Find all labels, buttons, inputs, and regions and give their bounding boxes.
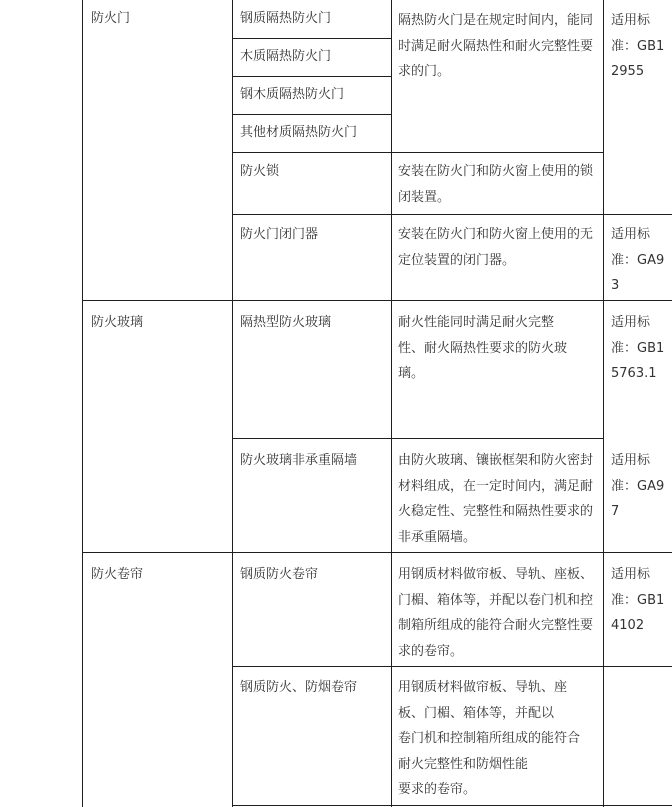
product-cell: 木质隔热防火门 bbox=[240, 49, 332, 64]
category-cell: 防火玻璃 bbox=[91, 315, 144, 330]
product-cell: 隔热型防火玻璃 bbox=[240, 315, 332, 330]
table-column-divider bbox=[391, 0, 392, 807]
product-cell: 钢质隔热防火门 bbox=[240, 11, 332, 26]
table-border-left bbox=[82, 0, 83, 807]
standard-cell: 适用标准：GB14102 bbox=[611, 567, 665, 633]
standard-cell: 适用标准：GB12955 bbox=[611, 13, 665, 79]
table-row-divider bbox=[232, 152, 391, 153]
product-cell: 其他材质隔热防火门 bbox=[240, 125, 358, 140]
table-row-divider bbox=[232, 38, 391, 39]
standard-cell: 适用标准：GA93 bbox=[611, 227, 665, 293]
standard-cell: 适用标准：GA97 bbox=[611, 453, 665, 519]
description-cell: 隔热防火门是在规定时间内，能同时满足耐火隔热性和耐火完整性要求的门。 bbox=[398, 13, 594, 79]
description-cell: 用钢质材料做帘板、导轨、座板、门楣、箱体等，并配以卷门机和控制箱所组成的能符合耐火完整性要求的卷帘。 bbox=[398, 567, 594, 659]
table-row-divider bbox=[232, 666, 391, 667]
description-cell: 安装在防火门和防火窗上使用的无定位装置的闭门器。 bbox=[398, 227, 594, 268]
table-row-divider bbox=[232, 114, 391, 115]
table-section-divider bbox=[82, 300, 672, 301]
description-cell: 安装在防火门和防火窗上使用的锁闭装置。 bbox=[398, 164, 594, 205]
description-cell: 耐火性能同时满足耐火完整 性、耐火隔热性要求的防火玻 璃。 bbox=[398, 315, 568, 381]
product-cell: 钢质防火卷帘 bbox=[240, 567, 319, 582]
table-row-divider bbox=[603, 214, 672, 215]
category-cell: 防火门 bbox=[91, 11, 131, 26]
description-cell: 用钢质材料做帘板、导轨、座 板、门楣、箱体等，并配以 卷门机和控制箱所组成的能符合 耐火完整性和防烟性能 要求的卷帘。 bbox=[398, 680, 581, 797]
category-cell: 防火卷帘 bbox=[91, 567, 144, 582]
table-row-divider bbox=[232, 76, 391, 77]
table-column-divider bbox=[232, 0, 233, 807]
table-row-divider bbox=[232, 438, 391, 439]
product-cell: 防火玻璃非承重隔墙 bbox=[240, 453, 358, 468]
table-row-divider bbox=[391, 438, 603, 439]
product-cell: 防火门闭门器 bbox=[240, 227, 319, 242]
product-cell: 防火锁 bbox=[240, 164, 280, 179]
table-section-divider bbox=[82, 552, 672, 553]
table-section-divider bbox=[232, 805, 672, 806]
description-cell: 由防火玻璃、镶嵌框架和防火密封材料组成，在一定时间内，满足耐火稳定性、完整性和隔热性要求的非承重隔墙。 bbox=[398, 453, 594, 545]
table-row-divider bbox=[391, 214, 603, 215]
product-cell: 钢质防火、防烟卷帘 bbox=[240, 680, 358, 695]
product-cell: 钢木质隔热防火门 bbox=[240, 87, 345, 102]
standard-cell: 适用标准：GB15763.1 bbox=[611, 315, 665, 381]
table-row-divider bbox=[391, 666, 603, 667]
table-row-divider bbox=[232, 214, 391, 215]
table-row-divider bbox=[603, 666, 672, 667]
table-column-divider bbox=[603, 0, 604, 807]
table-row-divider bbox=[391, 152, 603, 153]
